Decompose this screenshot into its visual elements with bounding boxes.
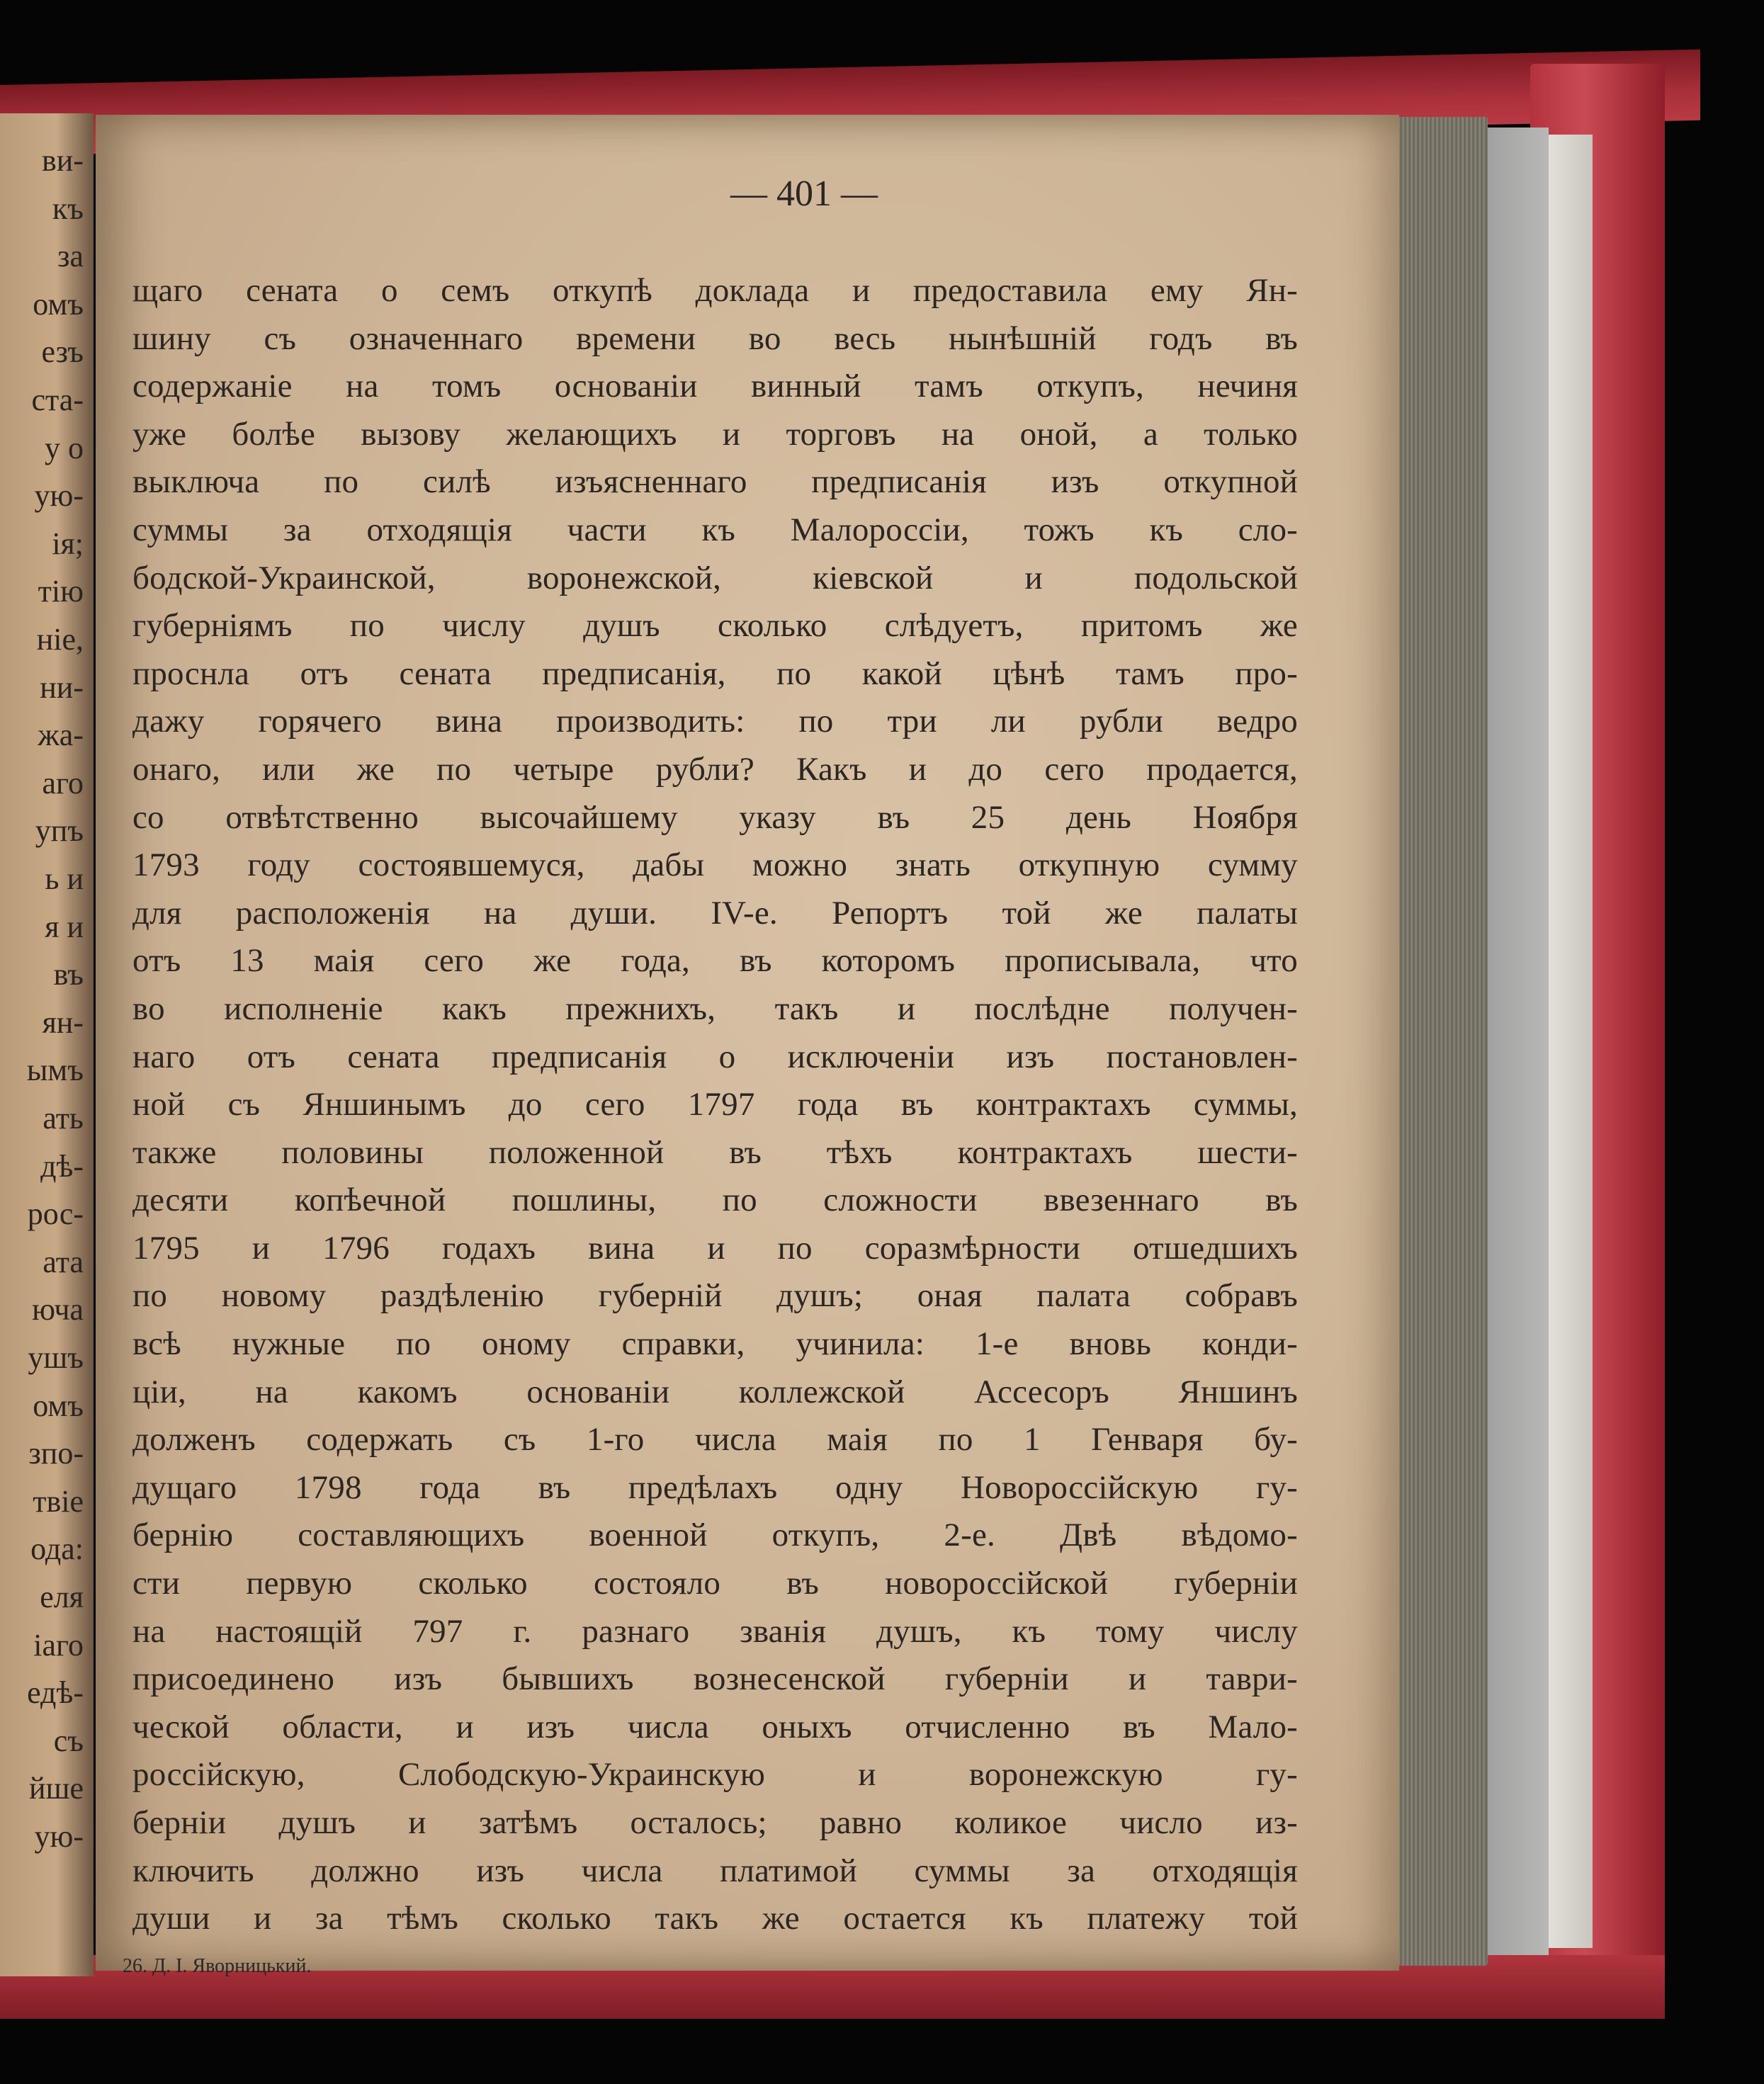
text-line: присоединено изъ бывшихъ вознесенской губерніи и таври- <box>132 1660 1298 1698</box>
text-line: ной съ Яншинымъ до сего 1797 года въ контрактахъ суммы, <box>132 1086 1298 1123</box>
left-page-fragment: ія; <box>52 526 84 561</box>
left-page-fragment: ян- <box>42 1004 84 1040</box>
text-line: по новому раздѣленію губерній душъ; оная палата собравъ <box>132 1277 1298 1315</box>
left-page-fragment: едѣ- <box>27 1675 84 1711</box>
text-line: бодской-Украинской, воронежской, кіевской и подольской <box>132 559 1298 596</box>
text-line: дажу горячего вина производить: по три ли рубли ведро <box>132 703 1298 740</box>
left-page-fragment: юча <box>32 1292 84 1327</box>
book-page <box>96 115 1399 1977</box>
text-line: на настоящій 797 г. разнаго званія душъ, къ тому числу <box>132 1612 1298 1650</box>
text-line: губерніямъ по числу душъ сколько слѣдуетъ, притомъ же <box>132 607 1298 645</box>
text-line: суммы за отходящія части къ Малороссіи, тожъ къ сло- <box>132 511 1298 548</box>
text-line: выключа по силѣ изъясненнаго предписанія изъ откупной <box>132 463 1298 501</box>
left-page-fragment: зпо- <box>28 1436 84 1471</box>
text-line: онаго, или же по четыре рубли? Какъ и до сего продается, <box>132 750 1298 788</box>
text-line: души и за тѣмъ сколько такъ же остается къ платежу той <box>132 1900 1298 1937</box>
left-page-fragment: іаго <box>33 1627 84 1663</box>
text-line: россійскую, Слободскую-Украинскую и воронежскую гу- <box>132 1756 1298 1794</box>
left-page-margin <box>0 113 94 1976</box>
text-line: наго отъ сената предписанія о исключеніи изъ постановлен- <box>132 1038 1298 1075</box>
text-line: также половины положенной въ тѣхъ контрактахъ шести- <box>132 1133 1298 1171</box>
text-line: ключить должно изъ числа платимой суммы за отходящія <box>132 1852 1298 1889</box>
left-page-fragment: ую- <box>34 478 84 514</box>
left-page-fragment: ви- <box>42 143 84 178</box>
flyleaf-inner <box>1483 128 1549 1955</box>
text-line: дущаго 1798 года въ предѣлахъ одну Новороссійскую гу- <box>132 1468 1298 1506</box>
left-page-fragment: я и <box>45 909 84 944</box>
text-line: со отвѣтственно высочайшему указу въ 25 день Ноября <box>132 798 1298 836</box>
text-line: ческой области, и изъ числа оныхъ отчисленно въ Мало- <box>132 1708 1298 1745</box>
left-page-fragment: ста- <box>31 383 84 417</box>
left-page-fragment: тію <box>38 574 84 609</box>
page-body-text <box>132 267 1298 1943</box>
left-page-fragment: ода: <box>30 1531 84 1567</box>
left-page-fragment: ніе, <box>36 622 84 657</box>
left-page-fragment: у о <box>45 430 84 465</box>
left-page-fragment: рос- <box>27 1196 84 1232</box>
text-line: для расположенія на души. IV-е. Репортъ той же палаты <box>132 894 1298 931</box>
text-line: ціи, на какомъ основаніи коллежской Ассесоръ Яншинъ <box>132 1373 1298 1410</box>
text-line: шину съ означеннаго времени во весь нынѣшній годъ въ <box>132 319 1298 357</box>
left-page-fragment: къ <box>52 191 84 226</box>
text-line: сти первую сколько состояло въ новороссійской губерніи <box>132 1565 1298 1602</box>
text-line: щаго сената о семъ откупѣ доклада и предоставила ему Ян- <box>132 272 1298 309</box>
left-page-fragment: дѣ- <box>40 1148 84 1184</box>
flyleaf <box>1543 135 1593 1948</box>
left-page-fragment: упъ <box>35 813 84 849</box>
text-line: содержаніе на томъ основаніи винный тамъ откупъ, нечиня <box>132 368 1298 405</box>
left-page-fragment: ь и <box>45 861 84 896</box>
text-line: уже болѣе вызову желающихъ и торговъ на оной, а только <box>132 415 1298 453</box>
left-page-fragment: аго <box>42 765 84 800</box>
left-page-fragment: съ <box>53 1723 84 1758</box>
text-line: долженъ содержать съ 1-го числа маія по 1 Генваря бу- <box>132 1421 1298 1459</box>
page-edges <box>1389 117 1488 1966</box>
page-number: — 401 — <box>730 174 878 214</box>
text-line: проснла отъ сената предписанія, по какой цѣнѣ тамъ про- <box>132 655 1298 692</box>
text-line: берніи душъ и затѣмъ осталось; равно коликое число из- <box>132 1804 1298 1841</box>
left-page-fragment: ата <box>43 1244 84 1279</box>
text-line: бернію составляющихъ военной откупъ, 2-е. Двѣ вѣдомо- <box>132 1517 1298 1554</box>
text-line: 1795 и 1796 годахъ вина и по соразмѣрности отшедшихъ <box>132 1229 1298 1267</box>
text-line: 1793 году состоявшемуся, дабы можно знать откупную сумму <box>132 846 1298 884</box>
left-page-fragment: ушъ <box>28 1340 84 1375</box>
left-page-fragment: омъ <box>33 1388 84 1423</box>
left-page-fragment: твіе <box>33 1483 84 1519</box>
page-footer-signature: 26. Д. І. Яворницький. <box>123 1955 312 1977</box>
left-page-fragment: омъ <box>33 286 84 322</box>
left-page-fragment: ни- <box>40 669 84 705</box>
left-page-fragment: езъ <box>41 334 84 370</box>
left-page-fragment: йше <box>29 1771 84 1806</box>
text-line: десяти копѣечной пошлины, по сложности ввезеннаго въ <box>132 1182 1298 1219</box>
left-page-fragment: за <box>57 239 84 274</box>
left-page-fragment: жа- <box>38 718 84 753</box>
text-line: всѣ нужные по оному справки, учинила: 1-е вновь конди- <box>132 1325 1298 1363</box>
left-page-fragment: ымъ <box>26 1053 84 1088</box>
left-page-fragment: въ <box>53 957 84 992</box>
left-page-fragment: еля <box>40 1580 84 1614</box>
text-line: во исполненіе какъ прежнихъ, такъ и послѣдне получен- <box>132 990 1298 1027</box>
left-page-fragment: ую- <box>34 1819 84 1854</box>
left-page-fragment: ать <box>43 1101 84 1136</box>
text-line: отъ 13 маія сего же года, въ которомъ прописывала, что <box>132 942 1298 980</box>
